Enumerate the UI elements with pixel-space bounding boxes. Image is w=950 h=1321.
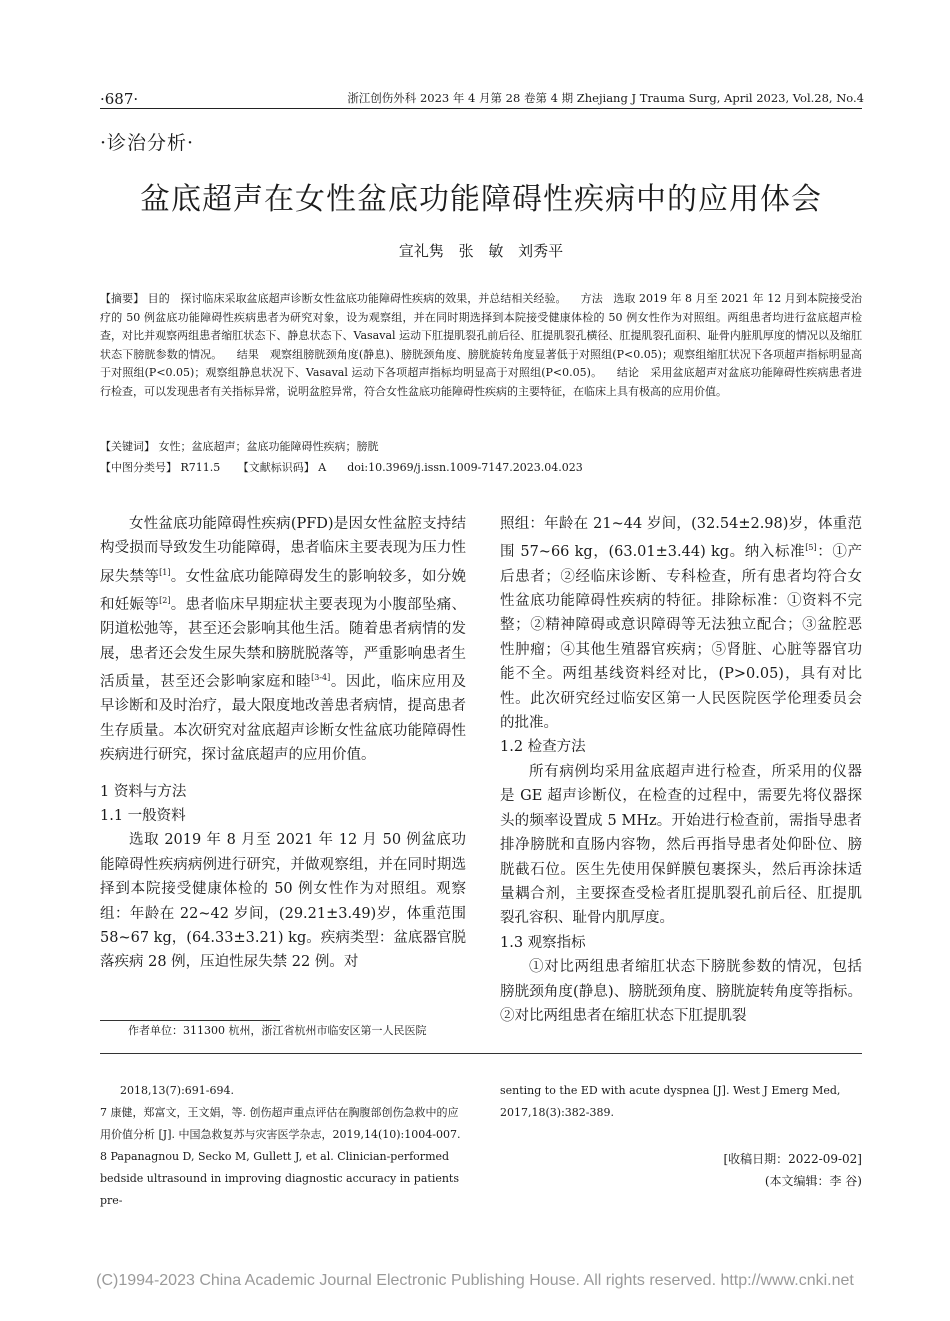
affiliation: 作者单位：311300 杭州，浙江省杭州市临安区第一人民医院 <box>128 1024 427 1037</box>
doc-label: 【文献标识码】 <box>237 461 315 474</box>
abstract <box>100 290 862 402</box>
references-left <box>100 1080 466 1212</box>
reference-entry: 7 康健，郑富文，王文娟，等. 创伤超声重点评估在胸腹部创伤急救中的应用价值分析 [J]. 中国急救复苏与灾害医学杂志，2019,14(10):1004-007. <box>100 1106 461 1141</box>
citation-5[interactable]: [5] <box>805 543 817 553</box>
right-column <box>500 512 862 1028</box>
doc-value: A <box>318 461 327 474</box>
page-number: ·687· <box>100 90 139 108</box>
classification-line <box>100 459 583 475</box>
copyright-footer: (C)1994-2023 China Academic Journal Electronic Publishing House. All rights reserved. http://www.cnki.net <box>96 1272 854 1289</box>
paragraph-1-1: 选取 2019 年 8 月至 2021 年 12 月 50 例盆底功能障碍性疾病病例进行研究，并做观察组，并在同时期选择到本院接受健康体检的 50 例女性作为对照组。观察组：年龄在 22~42 岁间，(29.21±3.49)岁，体重范围 58~67 kg，(64.33±3.21) kg。疾病类型：盆底器官脱落疾病 28 例，压迫性尿失禁 22 例。对 <box>100 832 466 971</box>
journal-header: 浙江创伤外科 2023 年 4 月第 28 卷第 4 期 Zhejiang J Trauma Surg, April 2023, Vol.28, No.4 <box>347 91 864 105</box>
received-date: [收稿日期：2022-09-02] <box>723 1152 862 1166</box>
clc-label: 【中图分类号】 <box>100 461 177 474</box>
references-rule <box>100 1053 862 1054</box>
methods-text: 选取 2019 年 8 月至 2021 年 12 月到本院接受治疗的 50 例盆底功能障碍性疾病患者为研究对象，设为观察组，并在同时期选择到本院接受健康体检的 50 例女性作为对照组。两组患者均进行盆底超声检查，对比并观察两组患者缩肛状态下、静息状态下、Vasaval 运动下肛提肌裂孔前后径、肛提肌裂孔横径、肛提肌裂孔面积、耻骨内脏肌厚度的情况以及缩肛状态下膀胱参数的情况。 <box>100 292 862 361</box>
objective-text: 探讨临床采取盆底超声诊断女性盆底功能障碍性疾病的效果，并总结相关经验。 <box>180 292 567 305</box>
authors: 宣礼隽 张 敏 刘秀平 <box>398 242 564 260</box>
heading-1: 1 资料与方法 <box>100 783 187 800</box>
reference-entry: 2018,13(7):691-694. <box>120 1084 234 1097</box>
clc-value: R711.5 <box>180 461 221 474</box>
abstract-label: 【摘要】 <box>100 292 145 305</box>
references-right <box>500 1080 862 1124</box>
editor: (本文编辑：李 谷) <box>764 1174 862 1188</box>
citation-2[interactable]: [2] <box>159 596 171 606</box>
header-rule <box>100 108 862 109</box>
left-column <box>100 512 466 975</box>
conclusion-label: 结论 <box>616 366 640 380</box>
citation-3-4[interactable]: [3-4] <box>311 673 331 683</box>
citation-1[interactable]: [1] <box>159 567 171 577</box>
conclusion-text: 采用盆底超声对盆底功能障碍性疾病患者进行检查，可以发现患者有关指标异常，说明盆腔异常，符合女性盆底功能障碍性疾病的主要特征，在临床上具有极高的应用价值。 <box>100 366 862 398</box>
doi[interactable]: doi:10.3969/j.issn.1009-7147.2023.04.023 <box>347 461 583 474</box>
heading-1-3: 1.3 观察指标 <box>500 934 586 951</box>
keywords-label: 【关键词】 <box>100 440 155 453</box>
section-tag: ·诊治分析· <box>100 132 195 154</box>
paragraph-1-1-continued: 照组：年龄在 21~44 岁间，(32.54±2.98)岁，体重范围 57~66 kg，(63.01±3.44) kg。纳入标准[5]：①产后患者；②经临床诊断、专科检查，所有患者均符合女性盆底功能障碍性疾病的特征。排除标准：①资料不完整；②精神障碍或意识障碍等无法独立配合；③盆腔恶性肿瘤；④其他生殖器官疾病；⑤肾脏、心脏等器官功能不全。两组基线资料经对比，(P>0.05)，具有对比性。此次研究经过临安区第一人民医院医学伦理委员会的批准。 <box>500 516 862 732</box>
paragraph-1-3: ①对比两组患者缩肛状态下膀胱参数的情况，包括膀胱颈角度(静息)、膀胱颈角度、膀胱旋转角度等指标。②对比两组患者在缩肛状态下肛提肌裂 <box>500 959 862 1024</box>
keywords-line <box>100 438 379 454</box>
received-info <box>723 1148 862 1192</box>
results-label: 结果 <box>236 347 260 361</box>
objective-label: 目的 <box>147 292 170 305</box>
paragraph-1-2: 所有病例均采用盆底超声进行检查，所采用的仪器是 GE 超声诊断仪，在检查的过程中，需要先将仪器探头的频率设置成 5 MHz。开始进行检查前，需指导患者排净膀胱和直肠内容物，然后再指导患者处仰卧位、膀胱截石位。医生先使用保鲜膜包裹探头，然后再涂抹适量耦合剂，主要探查受检者肛提肌裂孔前后径、肛提肌裂孔容积、耻骨内肌厚度。 <box>500 763 862 927</box>
heading-1-2: 1.2 检查方法 <box>500 739 586 756</box>
article-title: 盆底超声在女性盆底功能障碍性疾病中的应用体会 <box>140 182 822 217</box>
heading-1-1: 1.1 一般资料 <box>100 807 186 824</box>
keywords-text: 女性；盆底超声；盆底功能障碍性疾病；膀胱 <box>158 440 379 453</box>
intro-paragraph: 女性盆底功能障碍性疾病(PFD)是因女性盆腔支持结构受损而导致发生功能障碍，患者临床主要表现为压力性尿失禁等[1]。女性盆底功能障碍发生的影响较多，如分娩和妊娠等[2]。患者临床早期症状主要表现为小腹部坠痛、阴道松弛等，甚至还会影响其他生活。随着患者病情的发展，患者还会发生尿失禁和膀胱脱落等，严重影响患者生活质量，甚至还会影响家庭和睦[3-4]。因此，临床应用及早诊断和及时治疗，最大限度地改善患者病情，提高患者生存质量。本次研究对盆底超声诊断女性盆底功能障碍性疾病进行研究，探讨盆底超声的应用价值。 <box>100 516 466 764</box>
reference-entry: senting to the ED with acute dyspnea [J]. West J Emerg Med, 2017,18(3):382-389. <box>500 1084 841 1119</box>
affiliation-rule <box>100 1020 280 1021</box>
methods-label: 方法 <box>580 292 603 305</box>
results-text: 观察组膀胱颈角度(静息)、膀胱颈角度、膀胱旋转角度显著低于对照组(P<0.05)；观察组缩肛状况下各项超声指标明显高于对照组(P<0.05)；观察组静息状况下、Vasaval 运动下各项超声指标均明显高于对照组(P<0.05)。 <box>100 347 862 380</box>
reference-entry: 8 Papanagnou D, Secko M, Gullett J, et al. Clinician-performed bedside ultrasound in improving diagnostic accuracy in patients pre- <box>100 1150 459 1207</box>
